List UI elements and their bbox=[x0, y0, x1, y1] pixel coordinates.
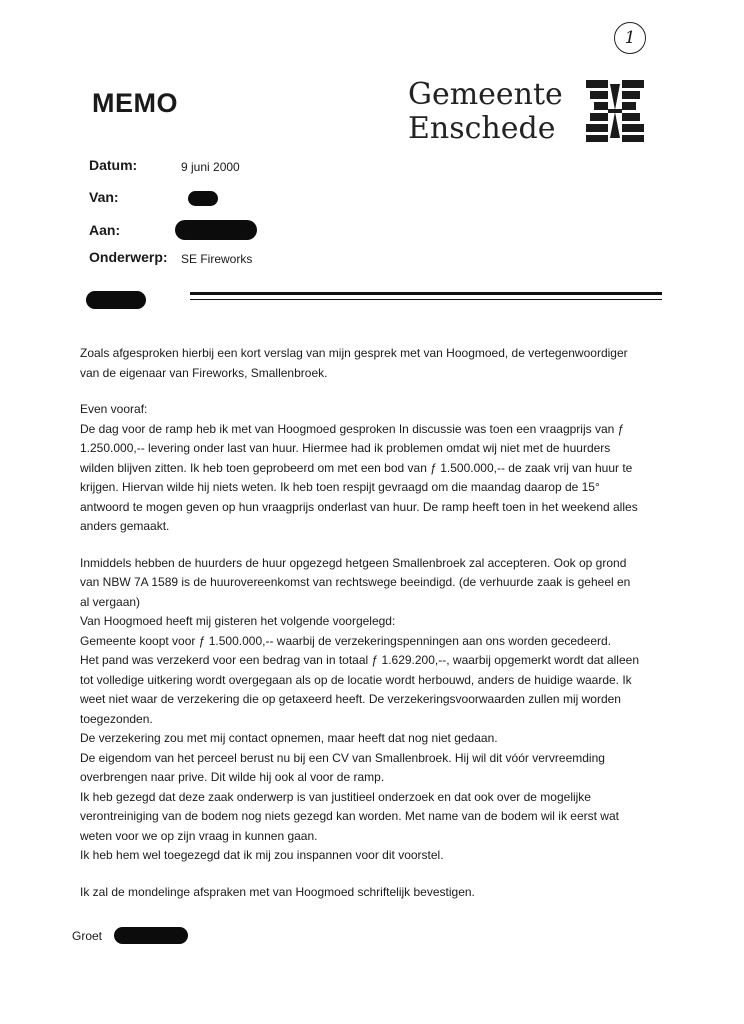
body-paragraph-intro: Zoals afgesproken hierbij een kort verslag van mijn gesprek met van Hoogmoed, de vertegenwoordiger van de eigenaar van Fireworks, Smallenbroek. bbox=[80, 346, 628, 380]
body-paragraph-koopt: Gemeente koopt voor ƒ 1.500.000,-- waarbij de verzekeringspenningen aan ons worden gecedeerd. bbox=[80, 633, 612, 648]
body-spacer bbox=[80, 537, 640, 554]
body-paragraph-contact: De verzekering zou met mij contact opnemen, maar heeft dat nog niet gedaan. bbox=[80, 731, 498, 745]
organization-logo-text bbox=[408, 78, 563, 146]
page-number bbox=[614, 22, 646, 54]
body-paragraph-onderzoek: Ik heb gezegd dat deze zaak onderwerp is van justitieel onderzoek en dat ook over de mogelijke verontreiniging van de bodem nog niets gezegd kan worden. Met name van de bodem wil ik eerst wat weten voor we op zijn vraag in kunnen gaan. bbox=[80, 789, 619, 843]
body-paragraph-vooraf-heading: Even vooraf: bbox=[80, 402, 148, 416]
signature-redaction bbox=[114, 927, 188, 944]
body-paragraph-bevestigen: Ik zal de mondelinge afspraken met van Hoogmoed schriftelijk bevestigen. bbox=[80, 884, 475, 899]
body-spacer bbox=[80, 383, 640, 400]
memo-title: MEMO bbox=[92, 88, 178, 118]
body-paragraph-vooraf: De dag voor de ramp heb ik met van Hoogmoed gesproken In discussie was toen een vraagprijs van ƒ 1.250.000,-- levering onder last van huur. Hiermee had ik problemen omdat wij niet met de huurders wilden blijven zitten. Ik heb toen geprobeerd om met een bod van ƒ 1.500.000,-- de zaak vrij van huur te krijgen. Hiervan wilde hij niets weten. Ik heb toen respijt gevraagd om die maandag daarop de 15° antwoord te mogen geven op hun vraagprijs onderlast van huur. De ramp heeft toen in het weekend alles anders gemaakt. bbox=[80, 421, 638, 533]
datum-value: 9 juni 2000 bbox=[181, 160, 240, 174]
body-spacer bbox=[80, 866, 640, 883]
body-paragraph-verzekerd: Het pand was verzekerd voor een bedrag van in totaal ƒ 1.629.200,--, waarbij opgemerkt wordt dat alleen tot volledige uitkering wordt overgegaan als op de locatie wordt herbouwd, anders de huidige waarde. Ik weet niet waar de verzekering die op getaxeerd heeft. De verzekeringsvoorwaarden zullen mij worden toegezonden. bbox=[80, 653, 639, 726]
header-rule-thin bbox=[190, 299, 662, 300]
datum-label: Datum: bbox=[89, 157, 138, 173]
signoff bbox=[72, 929, 102, 943]
onderwerp-label: Onderwerp: bbox=[89, 249, 168, 265]
van-redaction bbox=[188, 191, 218, 206]
reference-redaction bbox=[86, 291, 146, 309]
enschede-emblem-icon bbox=[586, 80, 644, 142]
aan-redaction bbox=[175, 220, 257, 240]
page-number-value: 1 bbox=[624, 28, 636, 48]
van-label: Van: bbox=[89, 189, 119, 205]
organization-line-2: Enschede bbox=[408, 111, 556, 146]
body-paragraph-voorgelegd: Van Hoogmoed heeft mij gisteren het volgende voorgelegd: bbox=[80, 614, 396, 628]
memo-body bbox=[80, 344, 640, 902]
header-rule-thick bbox=[190, 292, 662, 295]
body-paragraph-huurders: Inmiddels hebben de huurders de huur opgezegd hetgeen Smallenbroek zal accepteren. Ook op grond van NBW 7A 1589 is de huurovereenkomst van rechtswege beeindigd. (de verhuurde zaak is geheel en al vergaan) bbox=[80, 555, 631, 609]
body-paragraph-toegezegd: Ik heb hem wel toegezegd dat ik mij zou inspannen voor dit voorstel. bbox=[80, 848, 444, 862]
aan-label: Aan: bbox=[89, 222, 121, 238]
body-paragraph-eigendom: De eigendom van het perceel berust nu bij een CV van Smallenbroek. Hij wil dit vóór vervreemding overbrengen naar prive. Dit wilde hij ook al voor de ramp. bbox=[80, 750, 605, 784]
organization-line-1: Gemeente bbox=[408, 77, 563, 112]
onderwerp-value: SE Fireworks bbox=[181, 252, 253, 266]
signoff-text: Groet bbox=[72, 929, 103, 943]
